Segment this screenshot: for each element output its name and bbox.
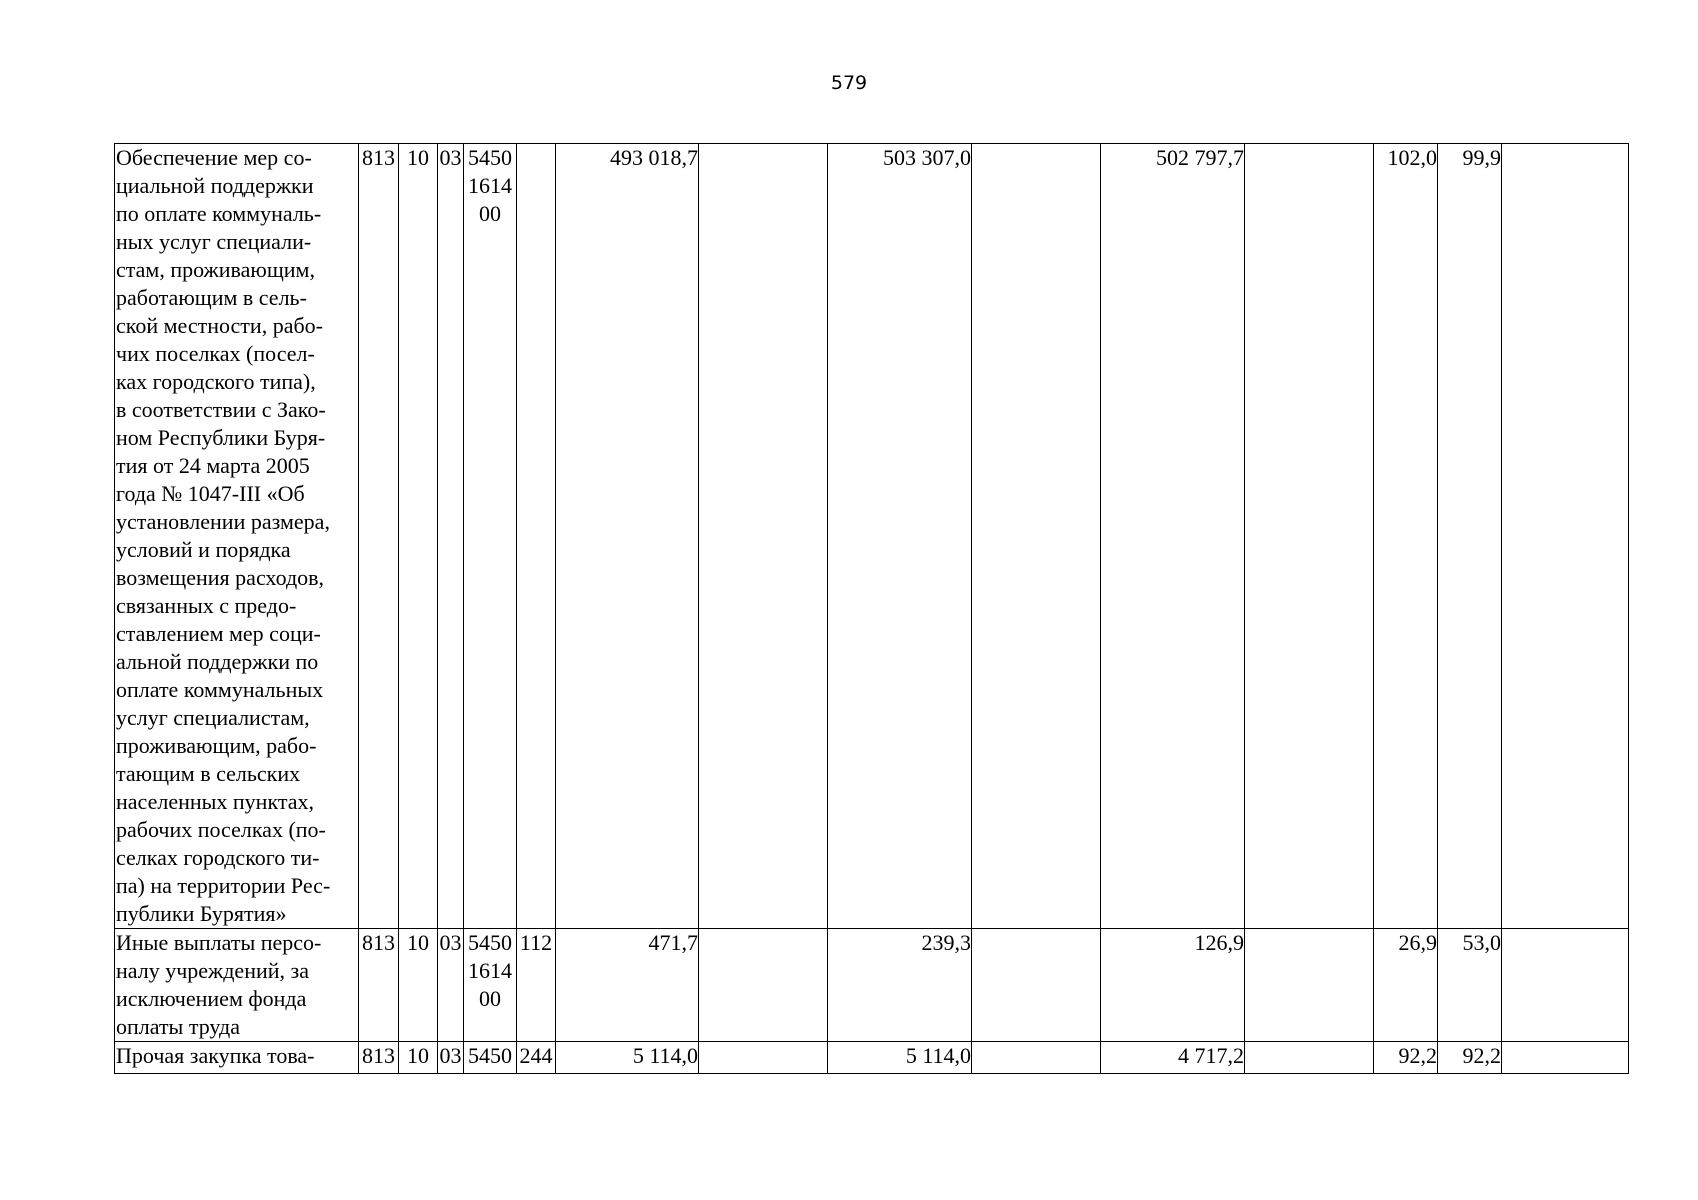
table-row <box>115 144 1629 929</box>
target-article-cell: 5450 1614 00 <box>464 929 517 1042</box>
empty-cell <box>699 1042 828 1074</box>
empty-cell <box>699 929 828 1042</box>
executed-amount-cell: 126,9 <box>1101 929 1245 1042</box>
table-row <box>115 929 1629 1042</box>
empty-cell <box>699 144 828 929</box>
empty-cell <box>1245 1042 1374 1074</box>
percent-revised-cell: 53,0 <box>1438 929 1502 1042</box>
empty-cell <box>972 144 1101 929</box>
revised-amount-cell: 239,3 <box>828 929 972 1042</box>
empty-cell <box>1245 144 1374 929</box>
row-name: Иные выплаты персо- налу учреждений, за исключением фонда оплаты труда <box>115 929 359 1042</box>
percent-approved-cell: 102,0 <box>1374 144 1438 929</box>
grbs-cell: 813 <box>359 144 399 929</box>
subsection-cell: 03 <box>438 929 464 1042</box>
empty-cell <box>1245 929 1374 1042</box>
percent-approved-cell: 92,2 <box>1374 1042 1438 1074</box>
grbs-cell: 813 <box>359 929 399 1042</box>
expense-type-cell <box>517 144 556 929</box>
percent-revised-cell: 99,9 <box>1438 144 1502 929</box>
approved-amount-cell: 471,7 <box>556 929 699 1042</box>
grbs-cell: 813 <box>359 1042 399 1074</box>
subsection-cell: 03 <box>438 144 464 929</box>
expense-type-cell: 112 <box>517 929 556 1042</box>
section-cell: 10 <box>399 929 438 1042</box>
executed-amount-cell: 4 717,2 <box>1101 1042 1245 1074</box>
percent-revised-cell: 92,2 <box>1438 1042 1502 1074</box>
row-name: Обеспечение мер со- циальной поддержки по оплате коммуналь- ных услуг специали- стам, проживающим, работающим в сель- ской местности, рабо- чих поселках (посел- ках городского типа), в соответствии с Зако- ном Республики Буря- тия от 24 марта 2005 года № 1047-III «Об установлении размера, условий и порядка возмещения расходов, связанных с предо- ставлением мер соци- альной поддержки по оплате коммунальных услуг специалистам, проживающим, рабо- тающим в сельских населенных пунктах, рабочих поселках (по- селках городского ти- па) на территории Рес- публики Бурятия» <box>115 144 359 929</box>
revised-amount-cell: 503 307,0 <box>828 144 972 929</box>
empty-cell <box>972 1042 1101 1074</box>
approved-amount-cell: 493 018,7 <box>556 144 699 929</box>
approved-amount-cell: 5 114,0 <box>556 1042 699 1074</box>
section-cell: 10 <box>399 1042 438 1074</box>
target-article-cell: 5450 <box>464 1042 517 1074</box>
budget-table <box>114 143 1629 1074</box>
section-cell: 10 <box>399 144 438 929</box>
table-row <box>115 1042 1629 1074</box>
row-name: Прочая закупка това- <box>115 1042 359 1074</box>
revised-amount-cell: 5 114,0 <box>828 1042 972 1074</box>
empty-cell <box>1502 144 1629 929</box>
target-article-cell: 5450 1614 00 <box>464 144 517 929</box>
expense-type-cell: 244 <box>517 1042 556 1074</box>
empty-cell <box>972 929 1101 1042</box>
page-number: 579 <box>830 72 868 94</box>
empty-cell <box>1502 929 1629 1042</box>
percent-approved-cell: 26,9 <box>1374 929 1438 1042</box>
empty-cell <box>1502 1042 1629 1074</box>
executed-amount-cell: 502 797,7 <box>1101 144 1245 929</box>
subsection-cell: 03 <box>438 1042 464 1074</box>
